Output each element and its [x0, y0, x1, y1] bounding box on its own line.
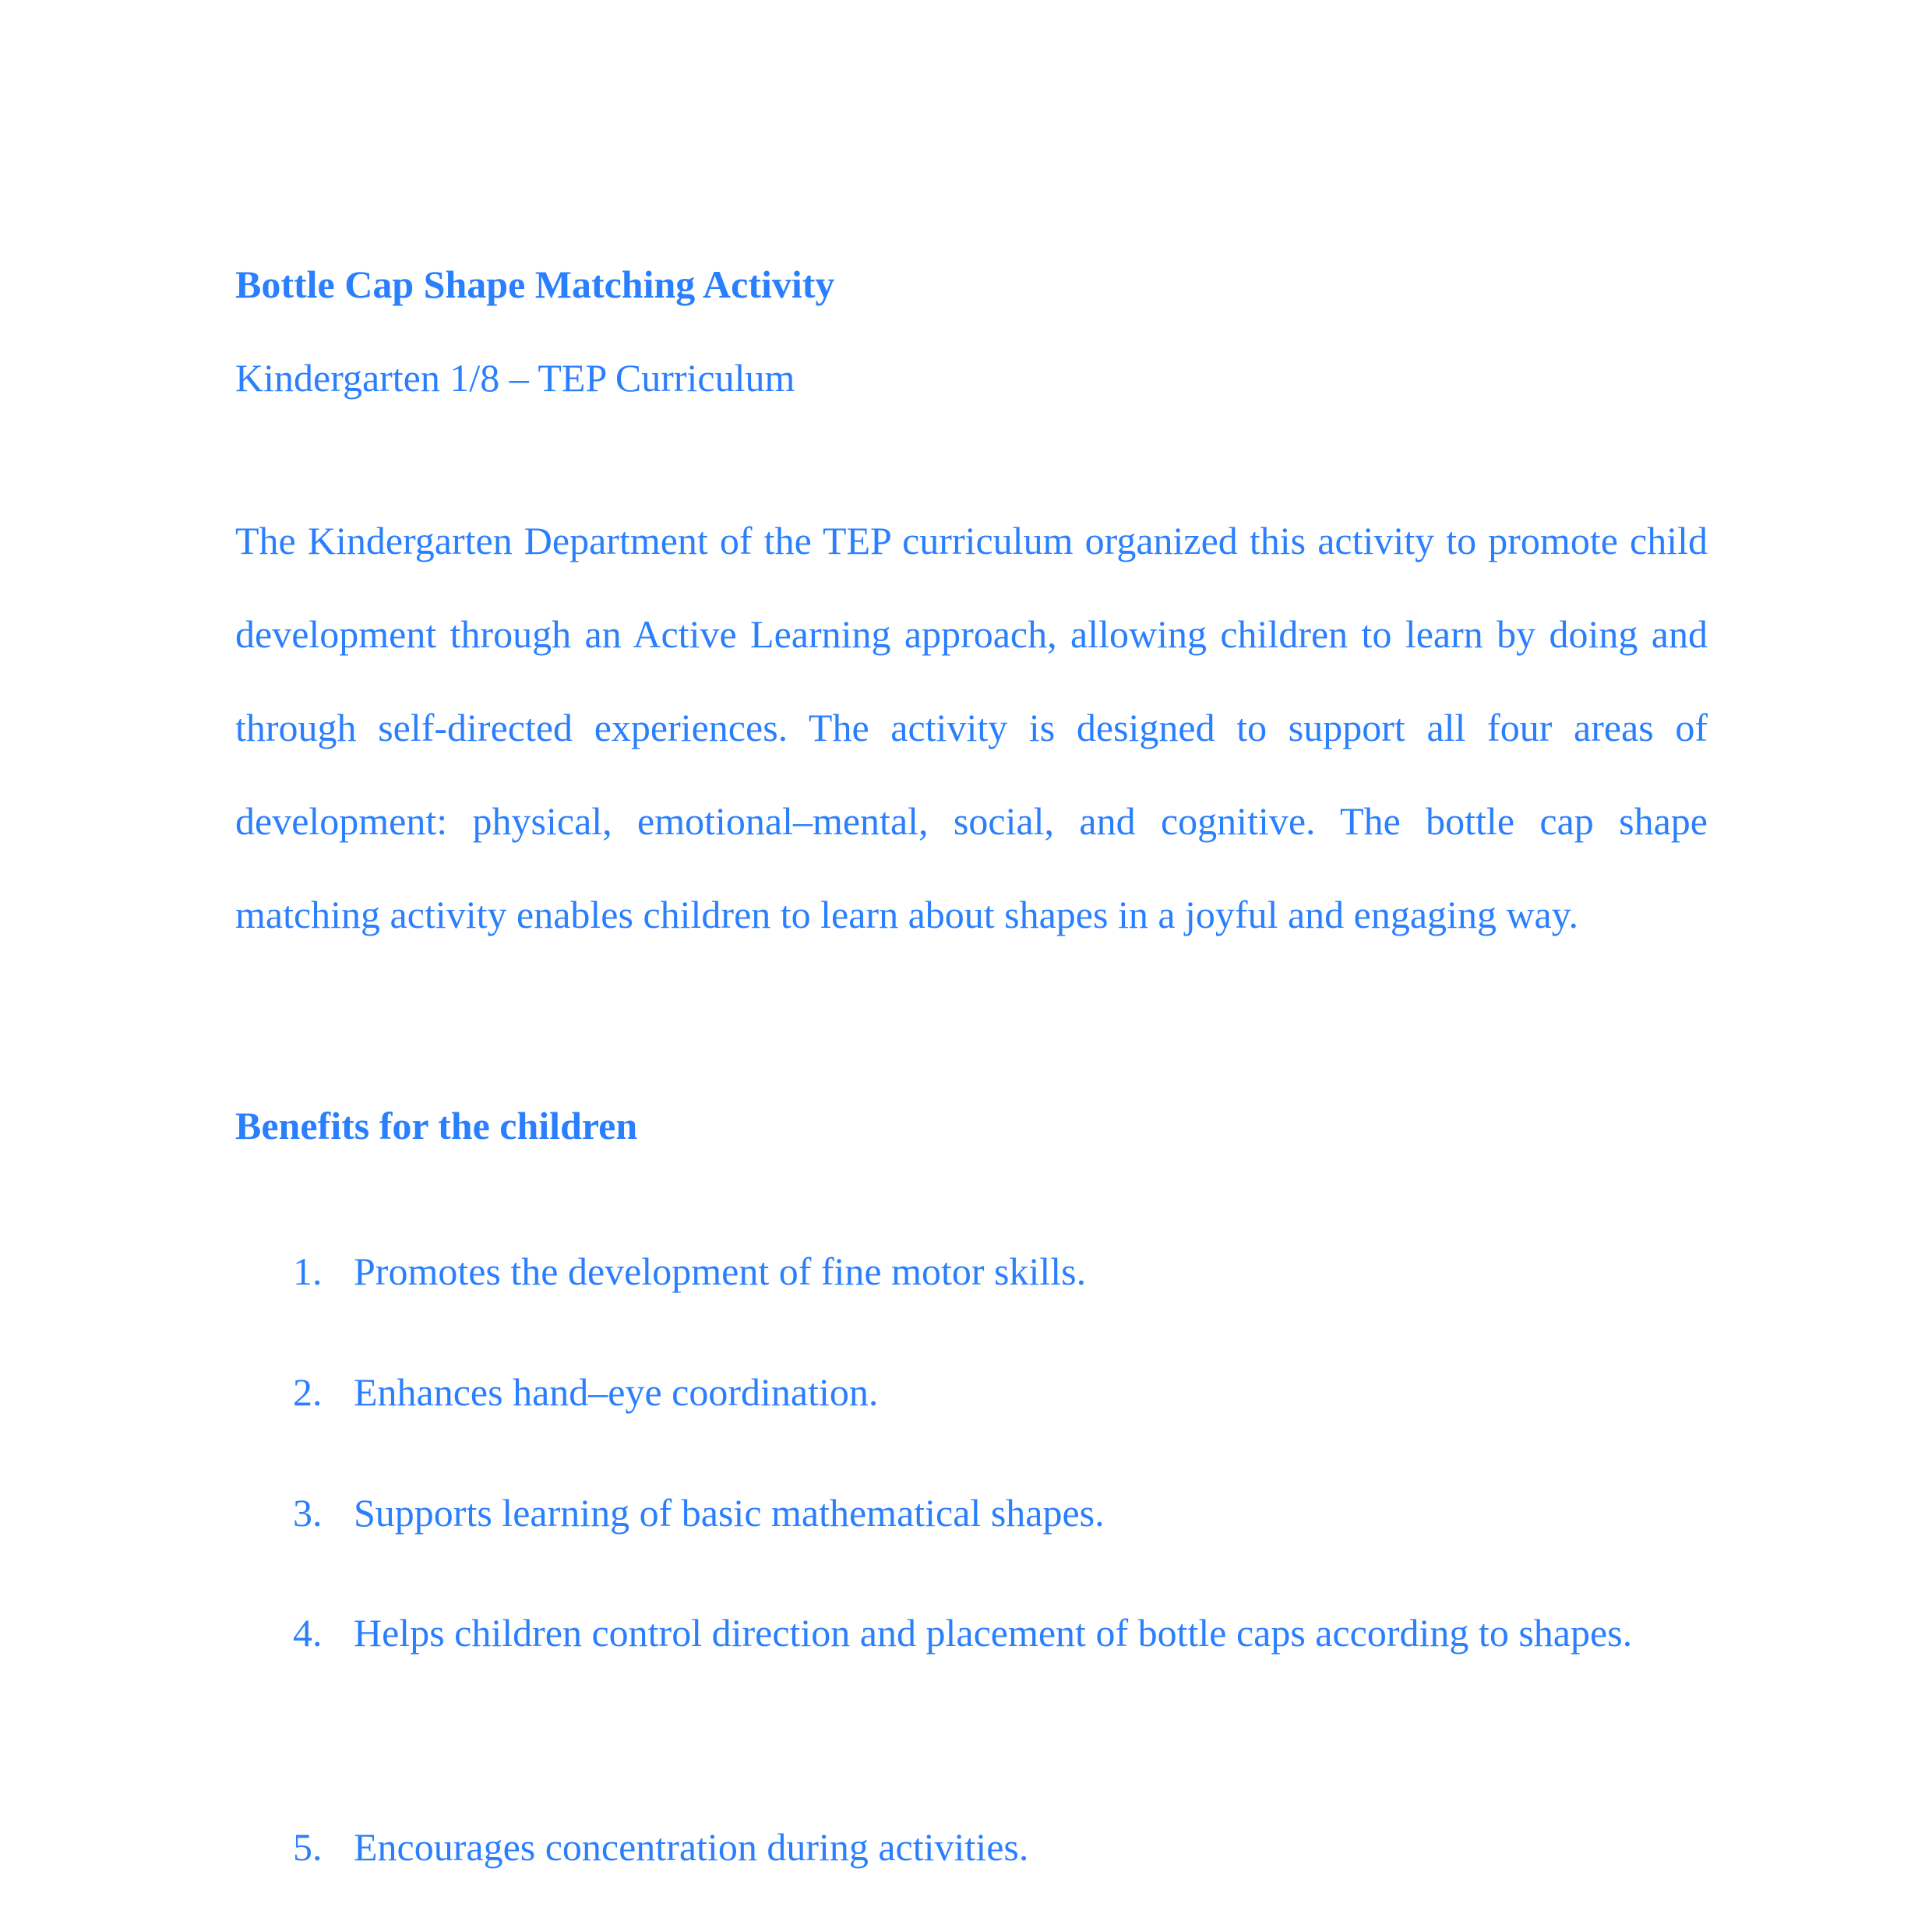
benefit-text: Encourages concentration during activities.	[354, 1825, 1029, 1869]
benefit-number: 1.	[293, 1249, 323, 1293]
benefit-text: Promotes the development of fine motor skills.	[354, 1249, 1087, 1293]
benefit-number: 3.	[293, 1491, 323, 1535]
benefit-item	[235, 1586, 1708, 1680]
benefit-number: 5.	[293, 1825, 323, 1869]
benefit-number: 2.	[293, 1370, 323, 1414]
document-subtitle: Kindergarten 1/8 – TEP Curriculum	[235, 356, 795, 400]
document-page	[235, 0, 1708, 1928]
benefit-item	[235, 1225, 1708, 1318]
intro-paragraph: The Kindergarten Department of the TEP curriculum organized this activity to promote child development through an Active Learning approach, allowing children to learn by doing and through self-directed experiences. The activity is designed to support all four areas of development: physical, emotional–mental, social, and cognitive. The bottle cap shape matching activity enables children to learn about shapes in a joyful and engaging way.	[235, 519, 1708, 936]
benefit-item	[235, 1345, 1708, 1439]
benefit-item	[235, 1800, 1708, 1894]
benefit-text: Helps children control direction and placement of bottle caps according to shapes.	[354, 1611, 1633, 1655]
document-title: Bottle Cap Shape Matching Activity	[235, 263, 835, 306]
benefits-heading: Benefits for the children	[235, 1104, 638, 1147]
benefit-text: Enhances hand–eye coordination.	[354, 1370, 879, 1414]
benefit-text: Supports learning of basic mathematical shapes.	[354, 1491, 1105, 1535]
benefit-number: 4.	[293, 1611, 323, 1655]
benefit-item	[235, 1466, 1708, 1560]
